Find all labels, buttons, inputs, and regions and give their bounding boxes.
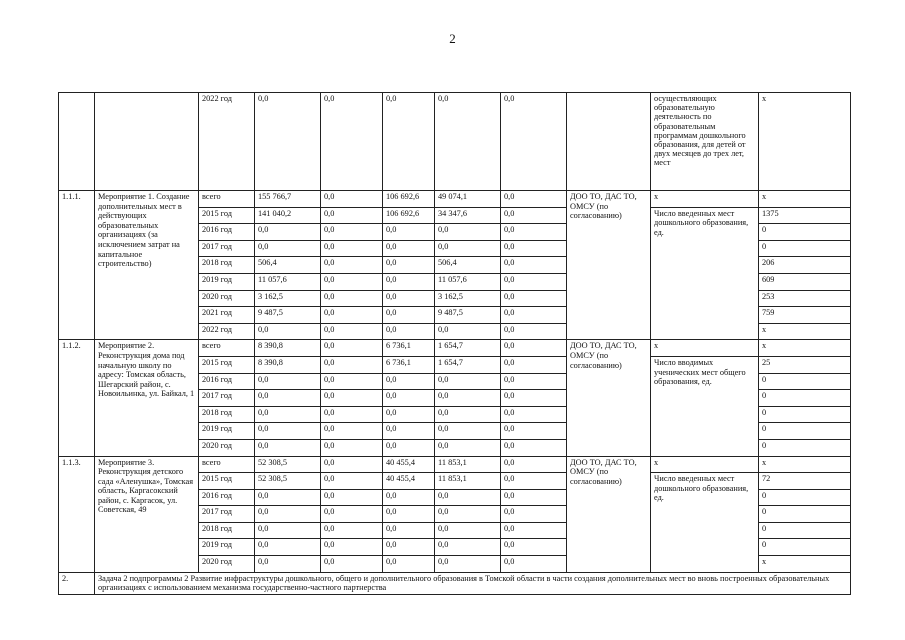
cell-year: 2016 год bbox=[199, 224, 255, 241]
cell-indicator-value: x bbox=[759, 93, 851, 191]
cell-value: 0,0 bbox=[383, 489, 435, 506]
cell-value: 0,0 bbox=[321, 522, 383, 539]
cell-value: 0,0 bbox=[383, 373, 435, 390]
cell-value: 52 308,5 bbox=[255, 473, 321, 490]
measure-indicator: Число введенных мест дошкольного образования, ед. bbox=[651, 207, 759, 340]
cell-value: 0,0 bbox=[435, 506, 501, 523]
cell-value: 11 853,1 bbox=[435, 473, 501, 490]
cell-indicator-value: 0 bbox=[759, 506, 851, 523]
cell-value: 0,0 bbox=[435, 406, 501, 423]
cell-name bbox=[95, 93, 199, 191]
cell-indicator-value: x bbox=[759, 191, 851, 208]
task-row bbox=[59, 572, 851, 594]
cell-year: 2015 год bbox=[199, 473, 255, 490]
cell-indicator-value: 0 bbox=[759, 406, 851, 423]
cell-value: 0,0 bbox=[435, 539, 501, 556]
cell-value: 11 057,6 bbox=[435, 273, 501, 290]
measure-name: Мероприятие 2. Реконструкция дома под начальную школу по адресу: Томская область, Шегарский район, с. Новоильинка, ул. Байкал, 1 bbox=[95, 340, 199, 456]
cell-value: 0,0 bbox=[321, 406, 383, 423]
cell-value: 0,0 bbox=[321, 489, 383, 506]
cell-value: 0,0 bbox=[501, 273, 567, 290]
cell-value: 0,0 bbox=[383, 290, 435, 307]
cell-value: 0,0 bbox=[501, 323, 567, 340]
cell-year: 2018 год bbox=[199, 522, 255, 539]
cell-value: 0,0 bbox=[501, 307, 567, 324]
cell-value: 0,0 bbox=[501, 539, 567, 556]
cell-value: 0,0 bbox=[435, 423, 501, 440]
cell-value: 0,0 bbox=[501, 489, 567, 506]
cell-year: всего bbox=[199, 191, 255, 208]
measure-executor: ДОО ТО, ДАС ТО, ОМСУ (по согласованию) bbox=[567, 340, 651, 456]
cell-year: 2018 год bbox=[199, 257, 255, 274]
cell-value: 0,0 bbox=[321, 224, 383, 241]
cell-value: 8 390,8 bbox=[255, 340, 321, 357]
cell-value: 0,0 bbox=[255, 406, 321, 423]
cell-value: 0,0 bbox=[321, 390, 383, 407]
cell-year: 2015 год bbox=[199, 356, 255, 373]
cell-value: 0,0 bbox=[435, 489, 501, 506]
cell-value: 0,0 bbox=[321, 273, 383, 290]
cell-value: 0,0 bbox=[321, 207, 383, 224]
cell-year: 2020 год bbox=[199, 556, 255, 573]
cell-value: 0,0 bbox=[321, 290, 383, 307]
cell-year: 2019 год bbox=[199, 539, 255, 556]
cell-value: 506,4 bbox=[255, 257, 321, 274]
cell-value: 0,0 bbox=[383, 257, 435, 274]
cell-value: 0,0 bbox=[435, 556, 501, 573]
cell-value: 0,0 bbox=[255, 506, 321, 523]
cell-value: 0,0 bbox=[321, 539, 383, 556]
cell-value: 0,0 bbox=[435, 373, 501, 390]
cell-value: 0,0 bbox=[255, 373, 321, 390]
cell-value: 0,0 bbox=[321, 240, 383, 257]
cell-value: 0,0 bbox=[501, 390, 567, 407]
cell-value: 9 487,5 bbox=[435, 307, 501, 324]
cell-value: 0,0 bbox=[383, 307, 435, 324]
cell-year: 2017 год bbox=[199, 240, 255, 257]
measure-executor: ДОО ТО, ДАС ТО, ОМСУ (по согласованию) bbox=[567, 191, 651, 340]
cell-year: 2020 год bbox=[199, 439, 255, 456]
cell-indicator-value: 25 bbox=[759, 356, 851, 373]
table-row bbox=[59, 456, 851, 473]
cell-value: 0,0 bbox=[383, 273, 435, 290]
cell-indicator-value: 253 bbox=[759, 290, 851, 307]
cell-value: 0,0 bbox=[383, 506, 435, 523]
cell-year: 2015 год bbox=[199, 207, 255, 224]
cell-value: 0,0 bbox=[501, 373, 567, 390]
cell-value: 0,0 bbox=[435, 93, 501, 191]
cell-indicator-value: 72 bbox=[759, 473, 851, 490]
cell-value: 6 736,1 bbox=[383, 340, 435, 357]
measure-executor: ДОО ТО, ДАС ТО, ОМСУ (по согласованию) bbox=[567, 456, 651, 572]
table-row bbox=[59, 191, 851, 208]
cell-value: 0,0 bbox=[501, 522, 567, 539]
cell-value: 0,0 bbox=[321, 556, 383, 573]
measure-indicator: Число введенных мест дошкольного образования, ед. bbox=[651, 473, 759, 573]
cell-value: 0,0 bbox=[435, 323, 501, 340]
cell-value: 0,0 bbox=[321, 356, 383, 373]
cell-value: 0,0 bbox=[501, 356, 567, 373]
cell-value: 0,0 bbox=[383, 390, 435, 407]
cell-indicator-value: 0 bbox=[759, 373, 851, 390]
cell-value: 0,0 bbox=[501, 456, 567, 473]
cell-year: всего bbox=[199, 456, 255, 473]
cell-value: 0,0 bbox=[383, 539, 435, 556]
cell-value: 11 057,6 bbox=[255, 273, 321, 290]
cell-value: 106 692,6 bbox=[383, 191, 435, 208]
cell-value: 0,0 bbox=[321, 456, 383, 473]
cell-value: 0,0 bbox=[435, 522, 501, 539]
cell-value: 0,0 bbox=[501, 240, 567, 257]
table-body bbox=[59, 93, 851, 595]
cell-indicator-value: 0 bbox=[759, 423, 851, 440]
program-table bbox=[58, 92, 851, 595]
cell-value: 0,0 bbox=[501, 406, 567, 423]
cell-value: 0,0 bbox=[383, 93, 435, 191]
cell-value: 0,0 bbox=[383, 323, 435, 340]
cell-year: всего bbox=[199, 340, 255, 357]
measure-name: Мероприятие 1. Создание дополнительных мест в действующих образовательных организациях (за исключением затрат на капитальное строительство) bbox=[95, 191, 199, 340]
cell-indicator-value: 759 bbox=[759, 307, 851, 324]
cell-year: 2016 год bbox=[199, 373, 255, 390]
cell-value: 0,0 bbox=[435, 390, 501, 407]
cell-indicator-first: x bbox=[651, 340, 759, 357]
cell-value: 0,0 bbox=[255, 489, 321, 506]
cell-indicator-value: 206 bbox=[759, 257, 851, 274]
cell-value: 141 040,2 bbox=[255, 207, 321, 224]
continuation-row bbox=[59, 93, 851, 191]
cell-value: 6 736,1 bbox=[383, 356, 435, 373]
cell-indicator-value: 0 bbox=[759, 539, 851, 556]
cell-year: 2016 год bbox=[199, 489, 255, 506]
cell-value: 0,0 bbox=[383, 240, 435, 257]
cell-value: 0,0 bbox=[501, 93, 567, 191]
cell-value: 0,0 bbox=[501, 556, 567, 573]
measure-indicator: Число вводимых ученических мест общего образования, ед. bbox=[651, 356, 759, 456]
cell-value: 0,0 bbox=[321, 506, 383, 523]
cell-value: 0,0 bbox=[501, 340, 567, 357]
cell-year: 2022 год bbox=[199, 93, 255, 191]
cell-year: 2020 год bbox=[199, 290, 255, 307]
cell-indicator-first: x bbox=[651, 191, 759, 208]
cell-value: 1 654,7 bbox=[435, 340, 501, 357]
cell-value: 0,0 bbox=[501, 290, 567, 307]
cell-value: 0,0 bbox=[255, 423, 321, 440]
table-row bbox=[59, 340, 851, 357]
cell-year: 2017 год bbox=[199, 390, 255, 407]
cell-value: 0,0 bbox=[383, 224, 435, 241]
cell-year: 2017 год bbox=[199, 506, 255, 523]
cell-value: 0,0 bbox=[435, 224, 501, 241]
cell-value: 8 390,8 bbox=[255, 356, 321, 373]
cell-value: 40 455,4 bbox=[383, 456, 435, 473]
cell-value: 0,0 bbox=[255, 240, 321, 257]
task-number: 2. bbox=[59, 572, 95, 594]
cell-value: 49 074,1 bbox=[435, 191, 501, 208]
cell-executor bbox=[567, 93, 651, 191]
cell-value: 0,0 bbox=[321, 93, 383, 191]
cell-value: 0,0 bbox=[501, 257, 567, 274]
cell-indicator-value: 0 bbox=[759, 224, 851, 241]
cell-value: 0,0 bbox=[321, 473, 383, 490]
cell-indicator-value: x bbox=[759, 340, 851, 357]
cell-indicator-value: 0 bbox=[759, 489, 851, 506]
cell-value: 0,0 bbox=[383, 423, 435, 440]
cell-year: 2018 год bbox=[199, 406, 255, 423]
cell-indicator-value: 0 bbox=[759, 439, 851, 456]
cell-value: 0,0 bbox=[383, 522, 435, 539]
cell-value: 0,0 bbox=[255, 522, 321, 539]
cell-value: 0,0 bbox=[383, 406, 435, 423]
cell-value: 155 766,7 bbox=[255, 191, 321, 208]
cell-year: 2021 год bbox=[199, 307, 255, 324]
cell-indicator-value: 1375 bbox=[759, 207, 851, 224]
cell-value: 0,0 bbox=[255, 556, 321, 573]
cell-value: 0,0 bbox=[321, 373, 383, 390]
cell-indicator-first: x bbox=[651, 456, 759, 473]
cell-value: 0,0 bbox=[501, 473, 567, 490]
cell-indicator-value: x bbox=[759, 556, 851, 573]
cell-value: 0,0 bbox=[255, 539, 321, 556]
cell-value: 3 162,5 bbox=[435, 290, 501, 307]
measure-number: 1.1.3. bbox=[59, 456, 95, 572]
cell-value: 0,0 bbox=[321, 191, 383, 208]
cell-value: 0,0 bbox=[383, 439, 435, 456]
cell-value: 0,0 bbox=[321, 323, 383, 340]
cell-value: 506,4 bbox=[435, 257, 501, 274]
cell-value: 0,0 bbox=[501, 191, 567, 208]
cell-year: 2019 год bbox=[199, 273, 255, 290]
cell-value: 11 853,1 bbox=[435, 456, 501, 473]
measure-number: 1.1.2. bbox=[59, 340, 95, 456]
cell-value: 3 162,5 bbox=[255, 290, 321, 307]
cell-value: 1 654,7 bbox=[435, 356, 501, 373]
cell-value: 0,0 bbox=[255, 439, 321, 456]
cell-value: 0,0 bbox=[321, 439, 383, 456]
cell-value: 0,0 bbox=[321, 257, 383, 274]
cell-value: 0,0 bbox=[321, 307, 383, 324]
cell-value: 9 487,5 bbox=[255, 307, 321, 324]
cell-num bbox=[59, 93, 95, 191]
cell-indicator-value: 609 bbox=[759, 273, 851, 290]
measure-name: Мероприятие 3. Реконструкция детского сада «Аленушка», Томская область, Каргасокский район, с. Каргасок, ул. Советская, 49 bbox=[95, 456, 199, 572]
cell-value: 0,0 bbox=[501, 224, 567, 241]
cell-value: 0,0 bbox=[255, 323, 321, 340]
cell-value: 0,0 bbox=[321, 340, 383, 357]
cell-value: 0,0 bbox=[435, 240, 501, 257]
cell-value: 0,0 bbox=[501, 207, 567, 224]
cell-value: 0,0 bbox=[321, 423, 383, 440]
cell-value: 106 692,6 bbox=[383, 207, 435, 224]
cell-year: 2019 год bbox=[199, 423, 255, 440]
cell-value: 0,0 bbox=[255, 390, 321, 407]
cell-value: 0,0 bbox=[435, 439, 501, 456]
cell-indicator-value: 0 bbox=[759, 522, 851, 539]
task-text: Задача 2 подпрограммы 2 Развитие инфраструктуры дошкольного, общего и дополнительного образования в Томской области в части создания дополнительных мест во вновь построенных образовательных организациях с использованием механизма государственно-частного партнерства bbox=[95, 572, 851, 594]
cell-value: 0,0 bbox=[501, 439, 567, 456]
page-number: 2 bbox=[449, 31, 456, 46]
cell-value: 0,0 bbox=[255, 93, 321, 191]
cell-indicator: осуществляющих образовательную деятельность по образовательным программам дошкольного образования, для детей от двух месяцев до трех лет, мест bbox=[651, 93, 759, 191]
cell-value: 0,0 bbox=[501, 423, 567, 440]
cell-value: 52 308,5 bbox=[255, 456, 321, 473]
cell-value: 0,0 bbox=[501, 506, 567, 523]
cell-indicator-value: 0 bbox=[759, 390, 851, 407]
cell-value: 0,0 bbox=[255, 224, 321, 241]
cell-value: 40 455,4 bbox=[383, 473, 435, 490]
cell-indicator-value: 0 bbox=[759, 240, 851, 257]
cell-value: 0,0 bbox=[383, 556, 435, 573]
cell-value: 34 347,6 bbox=[435, 207, 501, 224]
measure-number: 1.1.1. bbox=[59, 191, 95, 340]
cell-indicator-value: x bbox=[759, 323, 851, 340]
cell-year: 2022 год bbox=[199, 323, 255, 340]
cell-indicator-value: x bbox=[759, 456, 851, 473]
